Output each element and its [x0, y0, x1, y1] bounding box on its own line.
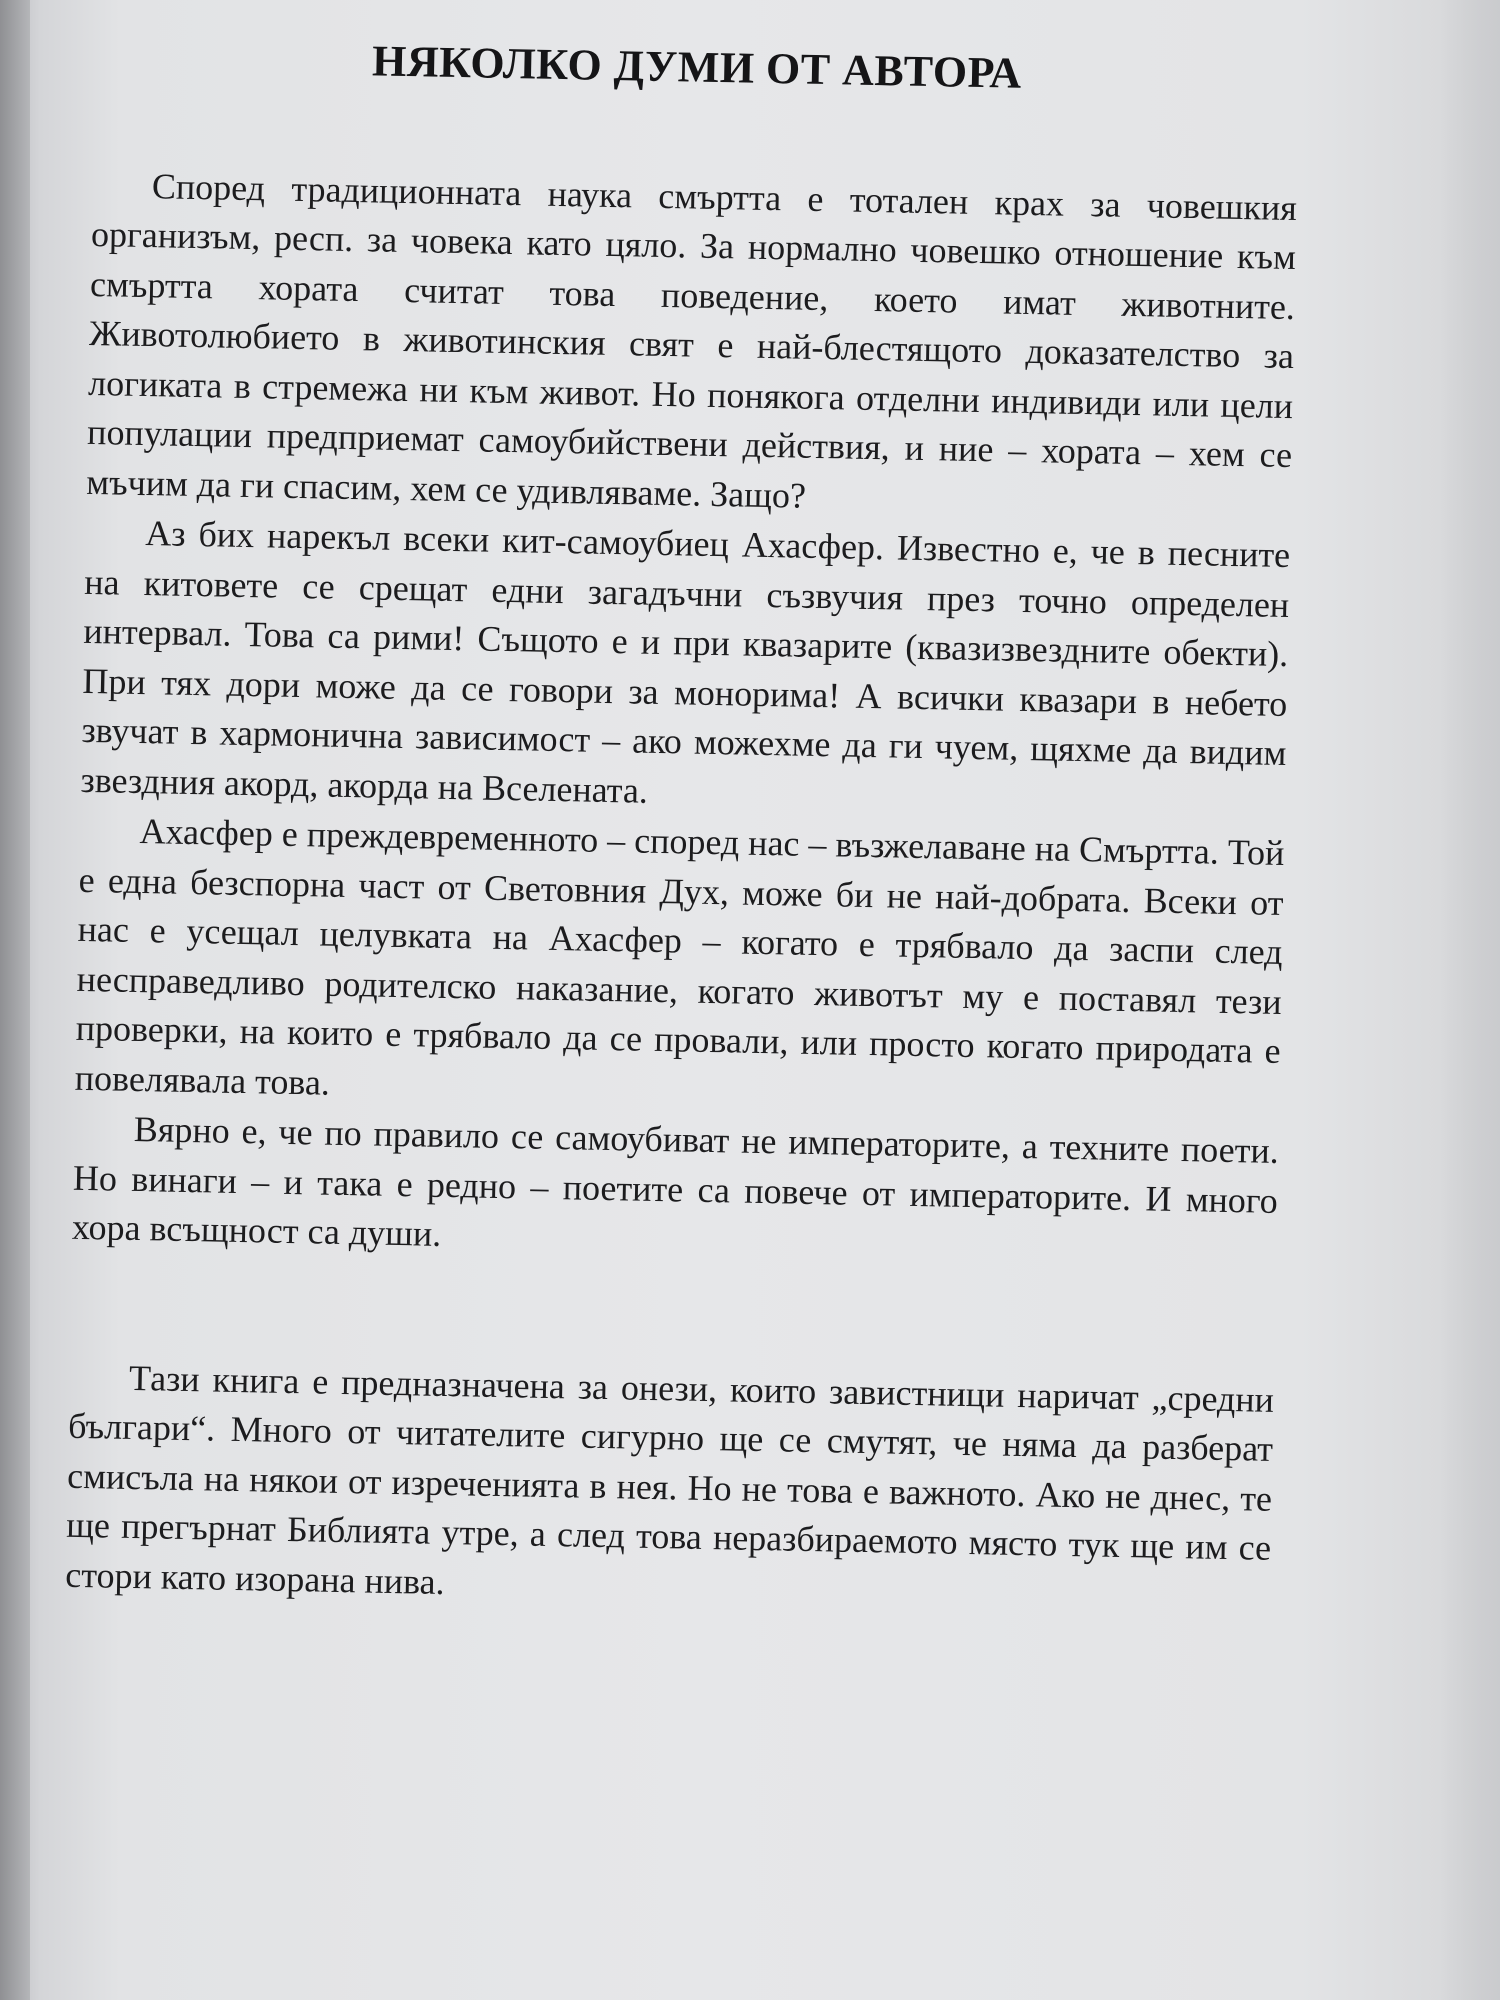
paragraph-1: Според традиционната наука смъртта е тотален крах за човешкия организъм, респ. за човека като цяло. За нормално човешко отношение към смъртта хората считат това поведение, което имат животните. Животолюбието в животинския свят е най-блестящото доказателство за логиката в стремежа ни към живот. Но понякога отделни индивиди или цели популации предприемат самоубийствени действия, и ние – хората – хем се мъчим да ги спасим, хем се удивляваме. Защо? — [85, 165, 1298, 516]
page-text-block — [65, 30, 1300, 1623]
paragraph-4: Вярно е, че по правило се самоубиват не императорите, а техните поети. Но винаги – и така е редно – поетите са повече от императорите. И много хора всъщност са души. — [71, 1109, 1280, 1255]
paragraph-2: Аз бих нарекъл всеки кит-самоубиец Ахасфер. Известно е, че в песните на китовете се срещат едни загадъчни съзвучия през точно определен интервал. Това са рими! Същото е и при квазарите (квазизвездните обекти). При тях дори може да се говори за моноримa! А всички квазари в небето звучат в хармонична зависимост – ако можехме да ги чуем, щяхме да видим звездния акорд, акорда на Вселената. — [80, 513, 1291, 811]
closing-paragraph: Тази книга е предназначена за онези, които завистници наричат „средни българи“. Много от читателите сигурно ще се смутят, че няма да разберат смисъла на някои от изреченията в нея. Но не това е важното. Ако не днес, те ще прегърнат Библията утре, а след това неразбираемото място тук ще им се стори като изорана нива. — [64, 1357, 1275, 1602]
paragraph-3: Ахасфер е преждевременното – според нас – възжелаване на Смъртта. Той е една безспорна част от Световния Дух, може би не най-добрата. Всеки от нас е усещал целувката на Ахасфер – когато е трябвало да заспи след несправедливо родителско наказание, когато животът му е поставял тези проверки, на които е трябвало да се провали, или просто когато природата е повелявала това. — [74, 811, 1285, 1103]
chapter-title: НЯКОЛКО ДУМИ ОТ АВТОРА — [371, 36, 1023, 98]
